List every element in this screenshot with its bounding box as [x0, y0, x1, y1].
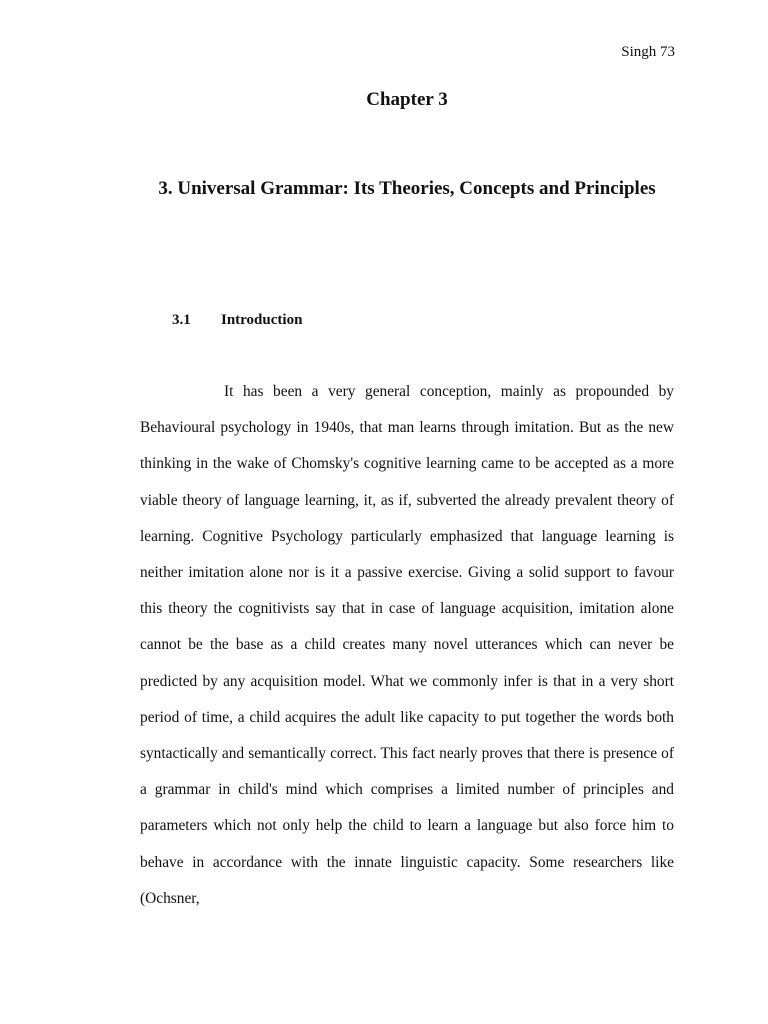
running-head: Singh 73	[621, 44, 675, 60]
subsection-heading	[172, 310, 302, 330]
chapter-title: Chapter 3	[366, 89, 448, 110]
body-paragraph: It has been a very general conception, mainly as propounded by Behavioural psychology in 1940s, that man learns through imitation. But as the new thinking in the wake of Chomsky's cognitive learning came to be accepted as a more viable theory of language learning, it, as if, subverted the already prevalent theory of learning. Cognitive Psychology particularly emphasized that language learning is neither imitation alone nor is it a passive exercise. Giving a solid support to favour this theory the cognitivists say that in case of language acquisition, imitation alone cannot be the base as a child creates many novel utterances which can never be predicted by any acquisition model. What we commonly infer is that in a very short period of time, a child acquires the adult like capacity to put together the words both syntactically and semantically correct. This fact nearly proves that there is presence of a grammar in child's mind which comprises a limited number of principles and parameters which not only help the child to learn a language but also force him to behave in accordance with the innate linguistic capacity. Some researchers like (Ochsner,	[140, 383, 674, 907]
section-title: 3. Universal Grammar: Its Theories, Concepts and Principles	[158, 178, 656, 199]
subsection-number: 3.1	[172, 312, 191, 328]
subsection-title: Introduction	[221, 312, 303, 328]
